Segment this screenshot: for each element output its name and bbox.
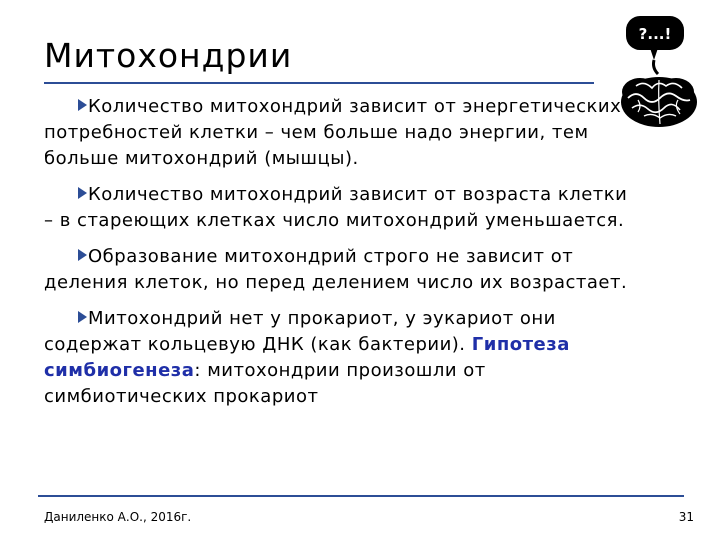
paragraph-text: Количество митохондрий зависит от энергетических потребностей клетки – чем больше надо энергии, тем больше митохондрий (мышцы).: [44, 96, 622, 169]
footer-author: Даниленко А.О., 2016г.: [44, 510, 192, 524]
speech-bubble-text: ?...!: [638, 25, 672, 43]
page-number: 31: [678, 510, 694, 524]
paragraph-text: Количество митохондрий зависит от возраста клетки – в стареющих клетках число митохондрий уменьшается.: [44, 184, 628, 231]
triangle-bullet-icon: [78, 249, 87, 261]
triangle-bullet-icon: [78, 187, 87, 199]
title-divider: [44, 82, 594, 84]
speech-bubble-icon: [626, 16, 684, 60]
triangle-bullet-icon: [78, 311, 87, 323]
paragraph-text: Митохондрий нет у прокариот, у эукариот они содержат кольцевую ДНК (как бактерии).: [44, 308, 556, 355]
bullet-paragraph: [44, 244, 634, 296]
triangle-bullet-icon: [78, 99, 87, 111]
bullet-paragraph: [44, 306, 634, 410]
paragraph-text: Образование митохондрий строго не зависит от деления клеток, но перед делением число их возрастает.: [44, 246, 628, 293]
slide-content: [44, 94, 634, 420]
paragraph-text-after: : митохондрии произошли от симбиотических прокариот: [44, 360, 486, 407]
footer-divider: [38, 495, 684, 497]
hypothesis-highlight: Гипотеза симбиогенеза: [44, 334, 570, 381]
slide-title: Митохондрии: [44, 36, 293, 75]
bullet-paragraph: [44, 182, 634, 234]
bullet-paragraph: [44, 94, 634, 172]
